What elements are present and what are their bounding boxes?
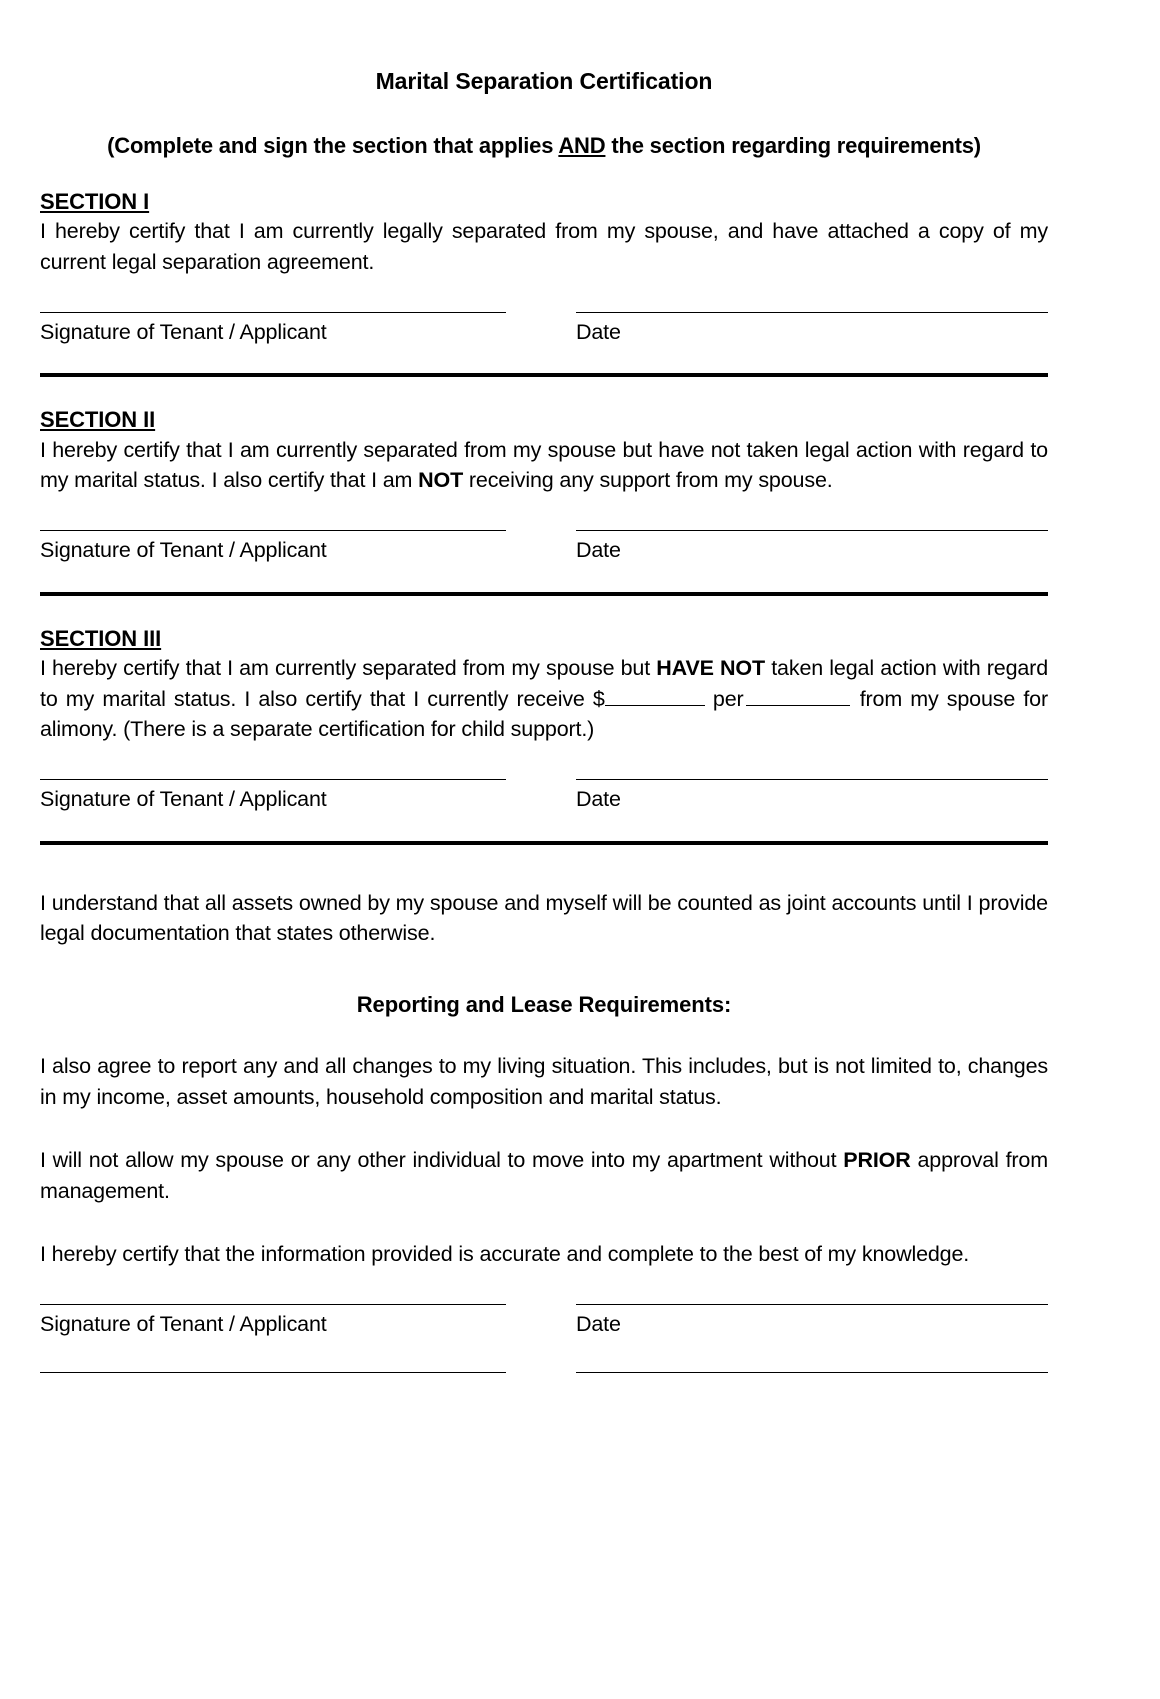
section-two-signature-row — [40, 530, 1048, 564]
section-three — [40, 625, 1048, 813]
section-one-signature-row — [40, 312, 1048, 346]
reporting-paragraph: I also agree to report any and all changes to my living situation. This includes, but is not limited to, changes in my income, asset amounts, household composition and marital status. — [40, 1054, 1048, 1109]
closing-date-field[interactable] — [576, 1304, 1048, 1338]
section-two-date-field[interactable] — [576, 530, 1048, 564]
section-three-text-before: I hereby certify that I am currently separated from my spouse but — [40, 656, 657, 681]
move-in-text-before: I will not allow my spouse or any other individual to move into my apartment without — [40, 1148, 844, 1173]
document-subtitle — [40, 133, 1048, 159]
closing-signature-row — [40, 1304, 1048, 1338]
section-two-text-after: receiving any support from my spouse. — [463, 468, 833, 493]
extra-signature-field[interactable] — [40, 1372, 506, 1373]
subtitle-text-after: the section regarding requirements) — [605, 132, 981, 158]
section-three-body — [40, 653, 1048, 745]
section-three-per-label: per — [712, 686, 744, 711]
section-three-signature-field[interactable] — [40, 779, 506, 813]
section-one-signature-field[interactable] — [40, 312, 506, 346]
final-certification-paragraph: I hereby certify that the information provided is accurate and complete to the best of my knowledge. — [40, 1242, 970, 1267]
signature-label: Signature of Tenant / Applicant — [40, 786, 327, 811]
joint-assets-paragraph: I understand that all assets owned by my spouse and myself will be counted as joint accounts until I provide legal documentation that states otherwise. — [40, 890, 1048, 946]
section-three-have-not-emphasis: HAVE NOT — [656, 656, 765, 681]
date-rule — [576, 1372, 1048, 1373]
move-in-prior-emphasis: PRIOR — [843, 1148, 911, 1173]
alimony-frequency-blank[interactable] — [746, 688, 850, 706]
section-two-text-before: I hereby certify that I am currently separated from my spouse but have not taken legal action with regard to my marital status. I also certify that I am — [40, 437, 1048, 493]
section-two-not-emphasis: NOT — [418, 468, 464, 493]
subtitle-and-emphasis: AND — [558, 132, 606, 158]
section-divider-one — [40, 373, 1048, 377]
requirements-heading: Reporting and Lease Requirements: — [356, 991, 732, 1017]
extra-signature-row — [40, 1372, 1048, 1373]
date-label: Date — [576, 786, 621, 811]
section-divider-three — [40, 841, 1048, 845]
section-three-text-after: from my spouse for alimony. (There is a separate certification for child support.) — [40, 686, 1049, 742]
move-in-text-after: approval from management. — [40, 1148, 1048, 1203]
section-three-text-middle: taken legal action with regard to my marital status. I also certify that I currently receive $ — [40, 656, 1048, 711]
section-one-heading: SECTION I — [40, 188, 150, 214]
section-two — [40, 406, 1048, 563]
section-three-signature-row — [40, 779, 1048, 813]
section-one — [40, 188, 1048, 345]
section-two-body — [40, 435, 1048, 496]
section-three-date-field[interactable] — [576, 779, 1048, 813]
signature-label: Signature of Tenant / Applicant — [40, 537, 327, 562]
signature-label: Signature of Tenant / Applicant — [40, 1311, 327, 1336]
date-label: Date — [576, 319, 621, 344]
section-two-signature-field[interactable] — [40, 530, 506, 564]
section-one-date-field[interactable] — [576, 312, 1048, 346]
closing-section — [40, 888, 1048, 1373]
move-in-paragraph — [40, 1145, 1048, 1206]
section-two-heading: SECTION II — [40, 407, 156, 433]
date-label: Date — [576, 537, 621, 562]
section-divider-two — [40, 592, 1048, 596]
signature-label: Signature of Tenant / Applicant — [40, 319, 327, 344]
alimony-amount-blank[interactable] — [605, 688, 705, 706]
section-three-heading: SECTION III — [40, 625, 162, 651]
date-label: Date — [576, 1311, 621, 1336]
section-one-body: I hereby certify that I am currently legally separated from my spouse, and have attached a copy of my current legal separation agreement. — [40, 219, 1048, 274]
signature-rule — [40, 1372, 506, 1373]
extra-date-field[interactable] — [576, 1372, 1048, 1373]
closing-signature-field[interactable] — [40, 1304, 506, 1338]
subtitle-text-before: (Complete and sign the section that applies — [107, 132, 559, 158]
page-title: Marital Separation Certification — [375, 68, 713, 94]
